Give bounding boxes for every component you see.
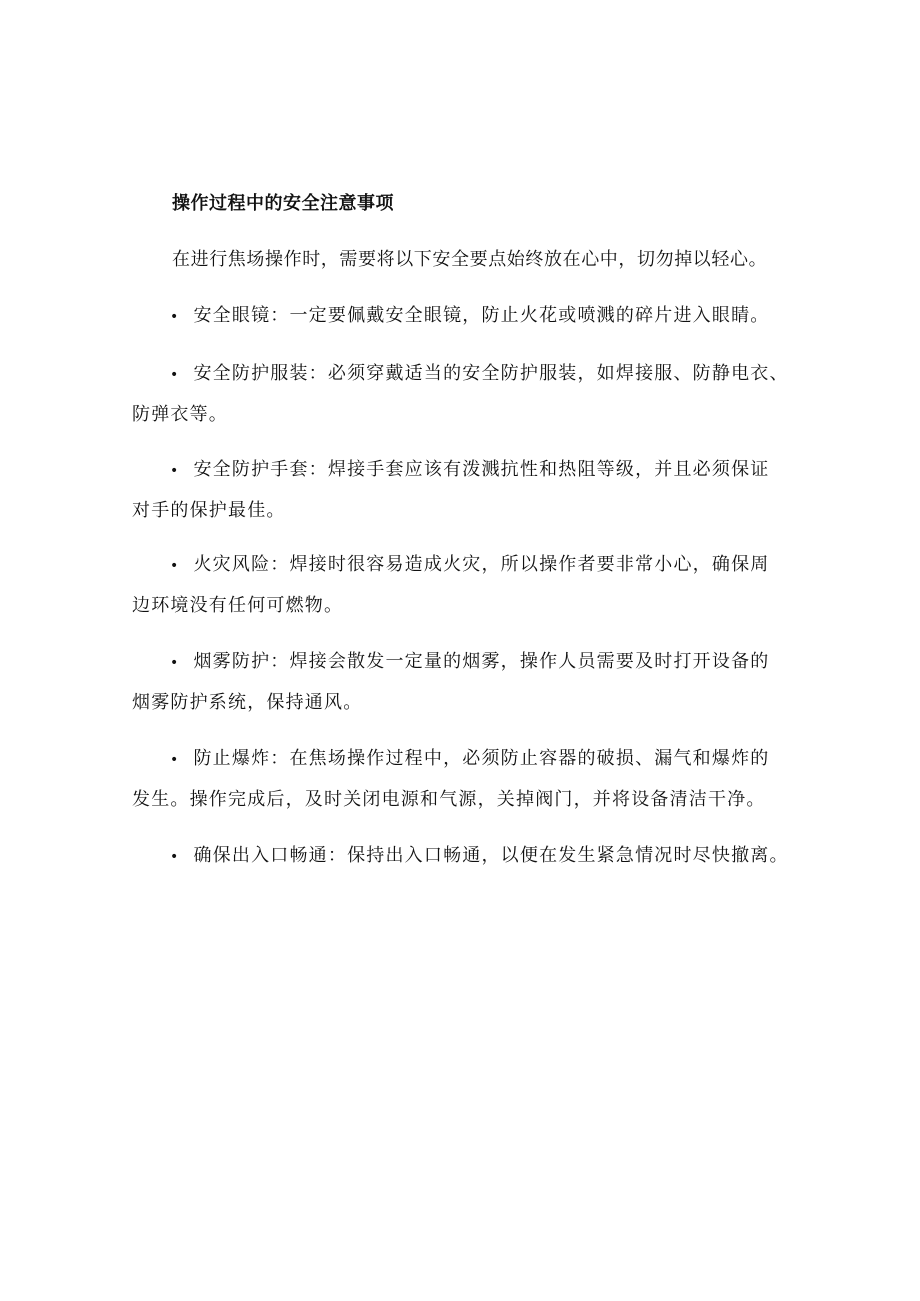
list-item-exit-clear [132, 836, 802, 877]
bullet-icon: • [170, 463, 180, 479]
bullet-icon: • [170, 309, 180, 325]
bullet-icon: • [170, 849, 180, 865]
bullet-icon: • [170, 558, 180, 574]
list-item-text: 安全防护手套：焊接手套应该有泼溅抗性和热阻等级，并且必须保证 [193, 459, 770, 480]
list-item-text: 安全防护服装：必须穿戴适当的安全防护服装，如焊接服、防静电衣、 [193, 363, 789, 384]
list-item-protective-clothing [132, 354, 802, 435]
list-item-continuation: 发生。操作完成后，及时关闭电源和气源，关掉阀门，并将设备清洁干净。 [132, 789, 766, 810]
list-item-continuation: 边环境没有任何可燃物。 [132, 595, 344, 616]
intro-paragraph: 在进行焦场操作时，需要将以下安全要点始终放在心中，切勿掉以轻心。 [172, 249, 768, 270]
list-item-fire-risk [132, 545, 802, 626]
list-item-gloves [132, 450, 802, 531]
list-item-continuation: 烟雾防护系统，保持通风。 [132, 692, 363, 713]
list-item-text: 确保出入口畅通：保持出入口畅通，以便在发生紧急情况时尽快撤离。 [193, 845, 789, 866]
list-item-text: 防止爆炸：在焦场操作过程中，必须防止容器的破损、漏气和爆炸的 [193, 748, 770, 769]
list-item-safety-glasses [132, 296, 802, 337]
section-title: 操作过程中的安全注意事项 [172, 193, 394, 214]
list-item-explosion-prevention [132, 739, 802, 820]
list-item-continuation: 对手的保护最佳。 [132, 500, 286, 521]
bullet-icon: • [170, 752, 180, 768]
list-item-text: 火灾风险：焊接时很容易造成火灾，所以操作者要非常小心，确保周 [193, 554, 770, 575]
list-item-text: 安全眼镜：一定要佩戴安全眼镜，防止火花或喷溅的碎片进入眼睛。 [193, 305, 770, 326]
bullet-icon: • [170, 367, 180, 383]
list-item-continuation: 防弹衣等。 [132, 404, 228, 425]
list-item-smoke-protection [132, 642, 802, 723]
list-item-text: 烟雾防护：焊接会散发一定量的烟雾，操作人员需要及时打开设备的 [193, 651, 770, 672]
bullet-icon: • [170, 655, 180, 671]
